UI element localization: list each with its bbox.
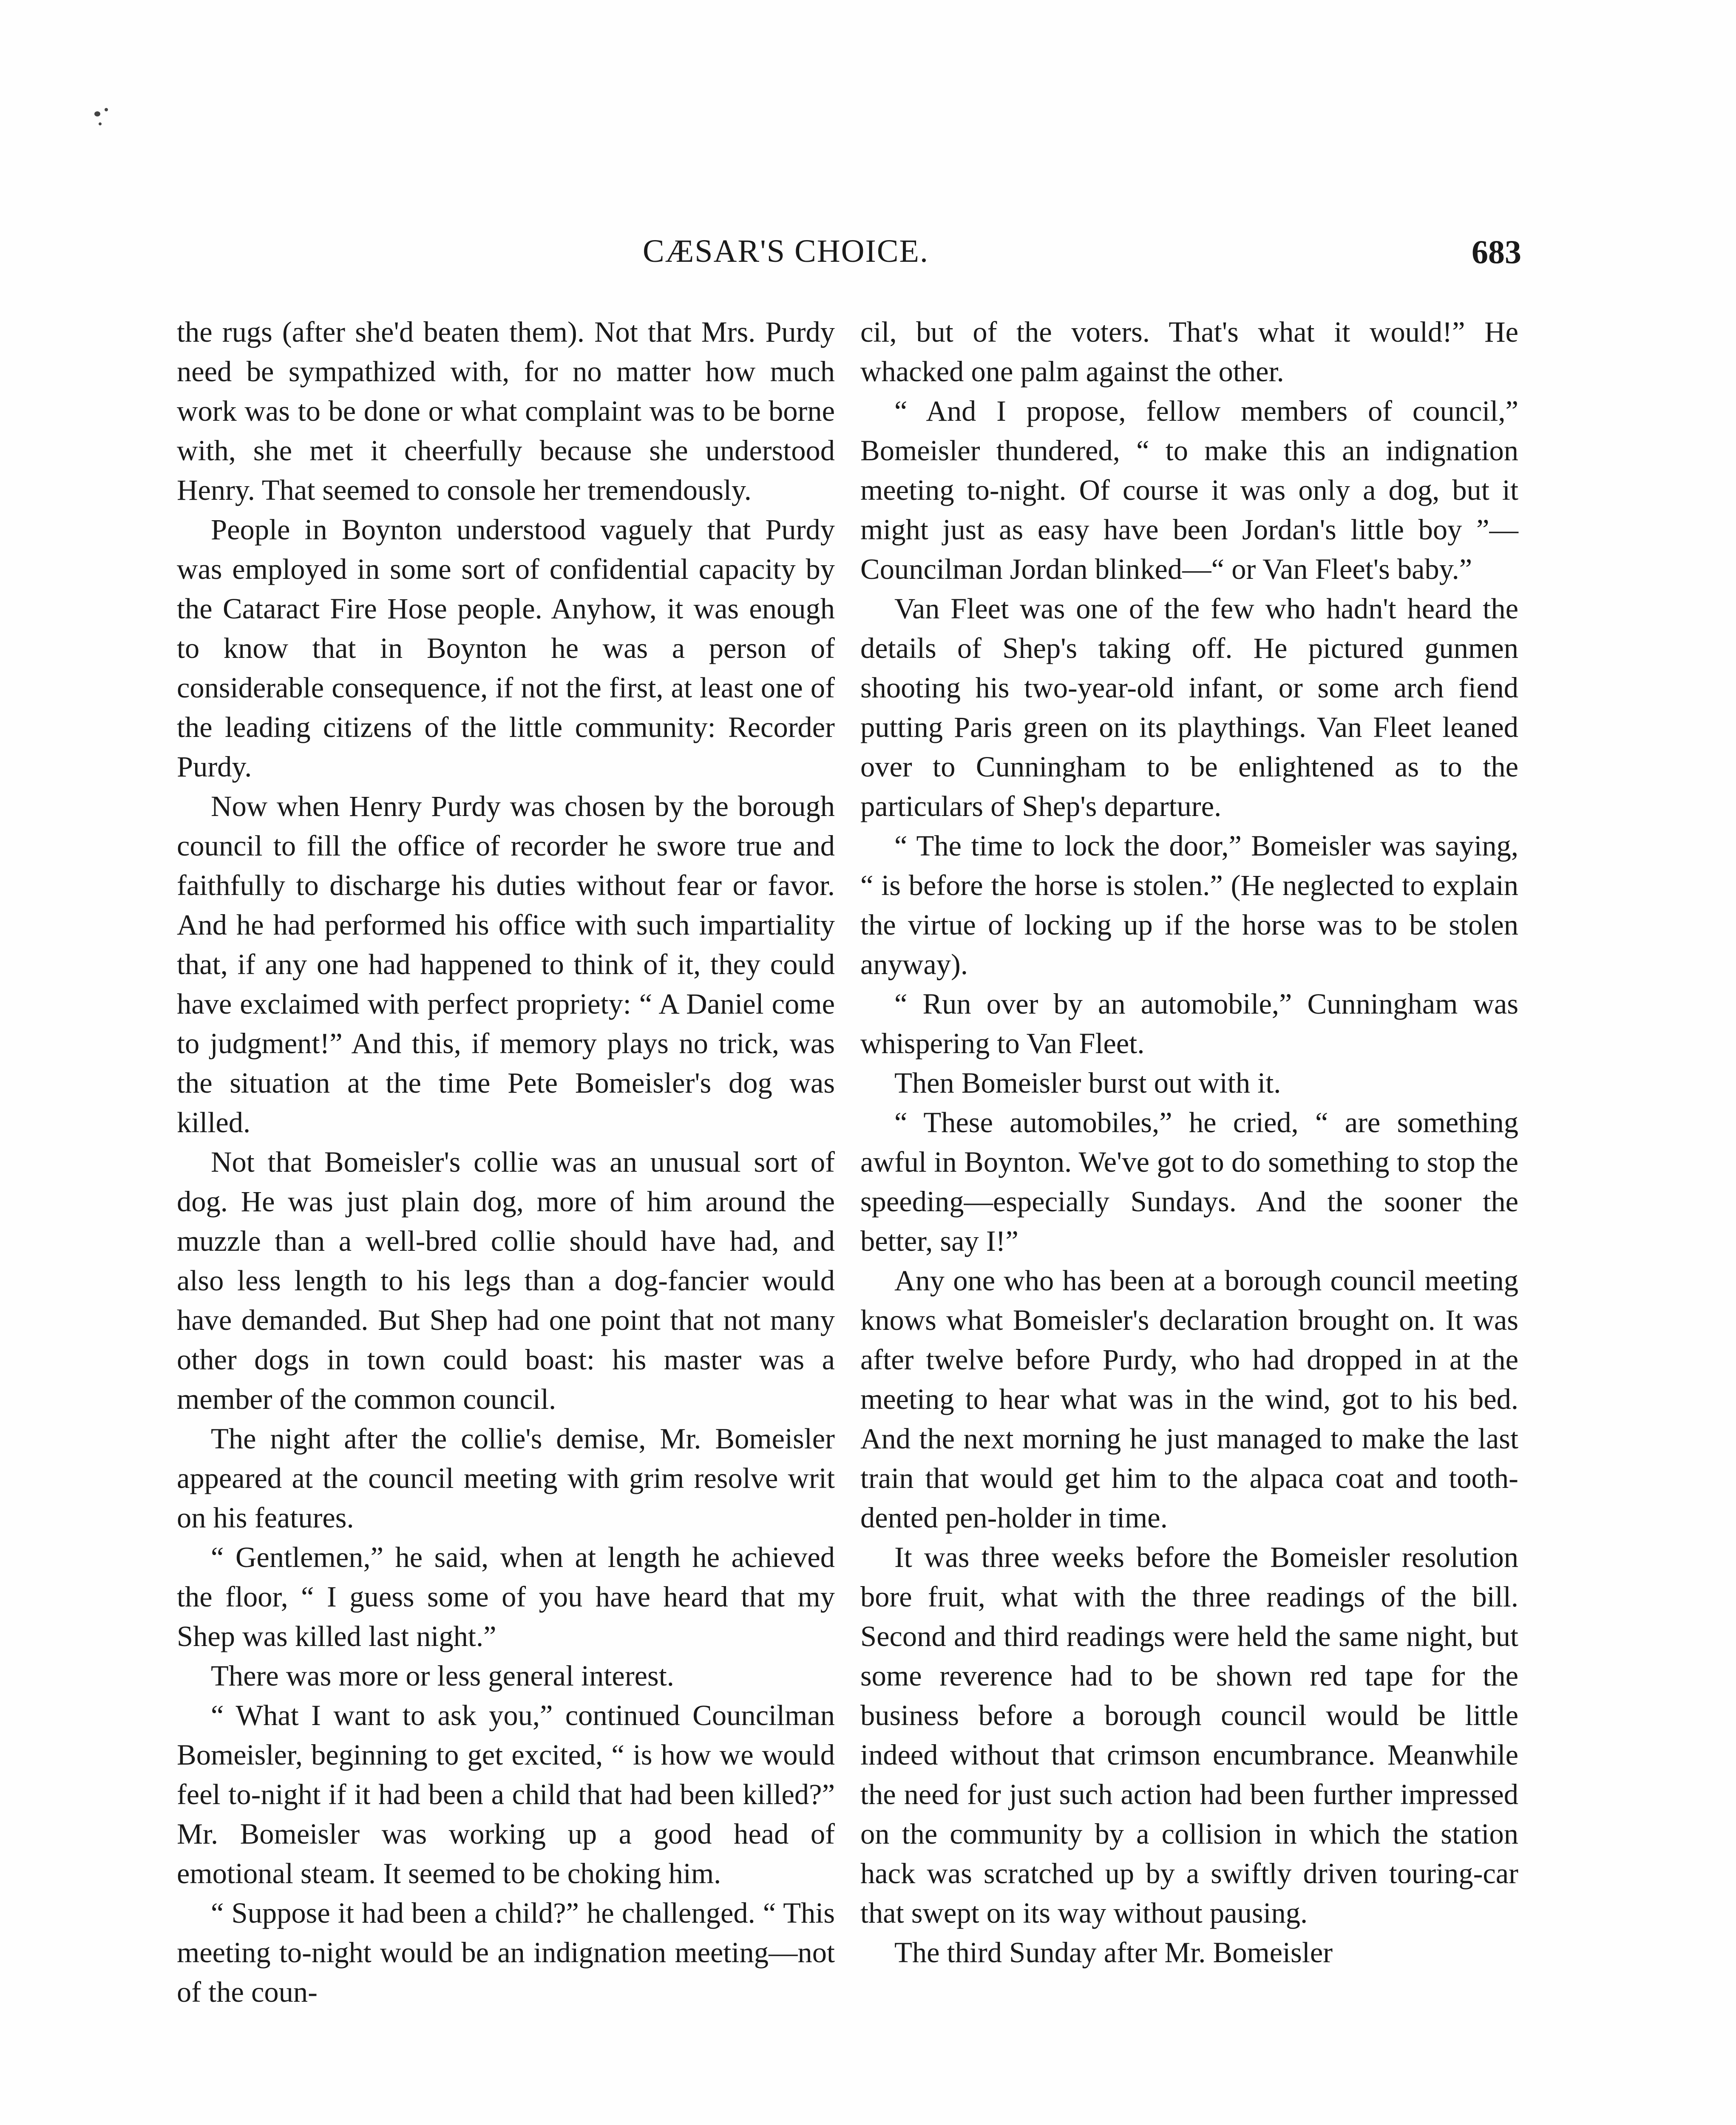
paragraph: “ These automobiles,” he cried, “ are something awful in Boynton. We've got to do something to stop the speeding—especially Sundays. And the sooner the better, say I!”: [860, 1106, 1518, 1257]
text-column-right: [860, 312, 1518, 1972]
paragraph: Now when Henry Purdy was chosen by the borough council to fill the office of recorder he swore true and faithfully to discharge his duties without fear or favor. And he had performed his office with such impartiality that, if any one had happened to think of it, they could have exclaimed with perfect propriety: “ A Daniel come to judgment!” And this, if memory plays no trick, was the situation at the time Pete Bomeisler's dog was killed.: [177, 790, 835, 1139]
paragraph: “ Run over by an automobile,” Cunningham was whispering to Van Fleet.: [860, 988, 1518, 1060]
print-speck: [99, 122, 102, 125]
paragraph: Van Fleet was one of the few who hadn't heard the details of Shep's taking off. He pictured gunmen shooting his two-year-old infant, or some arch fiend putting Paris green on its playthings. Van Fleet leaned over to Cunningham to be enlightened as to the particulars of Shep's departure.: [860, 592, 1518, 822]
paragraph: Then Bomeisler burst out with it.: [894, 1067, 1281, 1099]
print-speck: [105, 108, 108, 111]
text-column-left: [177, 312, 835, 2012]
paragraph: People in Boynton understood vaguely that Purdy was employed in some sort of confidential capacity by the Cataract Fire Hose people. Anyhow, it was enough to know that in Boynton he was a person of considerable consequence, if not the first, at least one of the leading citizens of the little community: Recorder Purdy.: [177, 513, 835, 783]
paragraph: cil, but of the voters. That's what it would!” He whacked one palm against the other.: [860, 316, 1518, 388]
paragraph: It was three weeks before the Bomeisler resolution bore fruit, what with the three readings of the bill. Second and third readings were held the same night, but some reverence had to be shown red tape for the business before a borough council would be little indeed without that crimson encumbrance. Meanwhile the need for just such action had been further impressed on the community by a collision in which the station hack was scratched up by a swiftly driven touring-car that swept on its way without pausing.: [860, 1541, 1518, 1929]
paragraph: “ Gentlemen,” he said, when at length he achieved the floor, “ I guess some of you have heard that my Shep was killed last night.”: [177, 1541, 835, 1652]
page-number: 683: [1472, 233, 1521, 270]
running-title: CÆSAR'S CHOICE.: [643, 233, 929, 269]
paragraph: “ Suppose it had been a child?” he challenged. “ This meeting to-night would be an indignation meeting—not of the coun-: [177, 1897, 835, 2008]
paragraph: “ The time to lock the door,” Bomeisler was saying, “ is before the horse is stolen.” (He neglected to explain the virtue of locking up if the horse was to be stolen anyway).: [860, 830, 1518, 980]
paragraph: The third Sunday after Mr. Bomeisler: [894, 1936, 1333, 1969]
paragraph: “ What I want to ask you,” continued Councilman Bomeisler, beginning to get excited, “ is how we would feel to-night if it had been a child that had been killed?” Mr. Bomeisler was working up a good head of emotional steam. It seemed to be choking him.: [177, 1699, 835, 1890]
paragraph: Not that Bomeisler's collie was an unusual sort of dog. He was just plain dog, more of him around the muzzle than a well-bred collie should have had, and also less length to his legs than a dog-fancier would have demanded. But Shep had one point that not many other dogs in town could boast: his master was a member of the common council.: [177, 1146, 835, 1415]
paragraph: “ And I propose, fellow members of council,” Bomeisler thundered, “ to make this an indignation meeting to-night. Of course it was only a dog, but it might just as easy have been Jordan's little boy ”—Councilman Jordan blinked—“ or Van Fleet's baby.”: [860, 395, 1518, 585]
print-speck: [94, 111, 100, 116]
paragraph: the rugs (after she'd beaten them). Not that Mrs. Purdy need be sympathized with, for no matter how much work was to be done or what complaint was to be borne with, she met it cheerfully because she understood Henry. That seemed to console her tremendously.: [177, 316, 835, 506]
paragraph: There was more or less general interest.: [211, 1660, 674, 1692]
paragraph: The night after the collie's demise, Mr. Bomeisler appeared at the council meeting with grim resolve writ on his features.: [177, 1422, 835, 1534]
paragraph: Any one who has been at a borough council meeting knows what Bomeisler's declaration brought on. It was after twelve before Purdy, who had dropped in at the meeting to hear what was in the wind, got to his bed. And the next morning he just managed to make the last train that would get him to the alpaca coat and tooth-dented pen-holder in time.: [860, 1264, 1518, 1534]
